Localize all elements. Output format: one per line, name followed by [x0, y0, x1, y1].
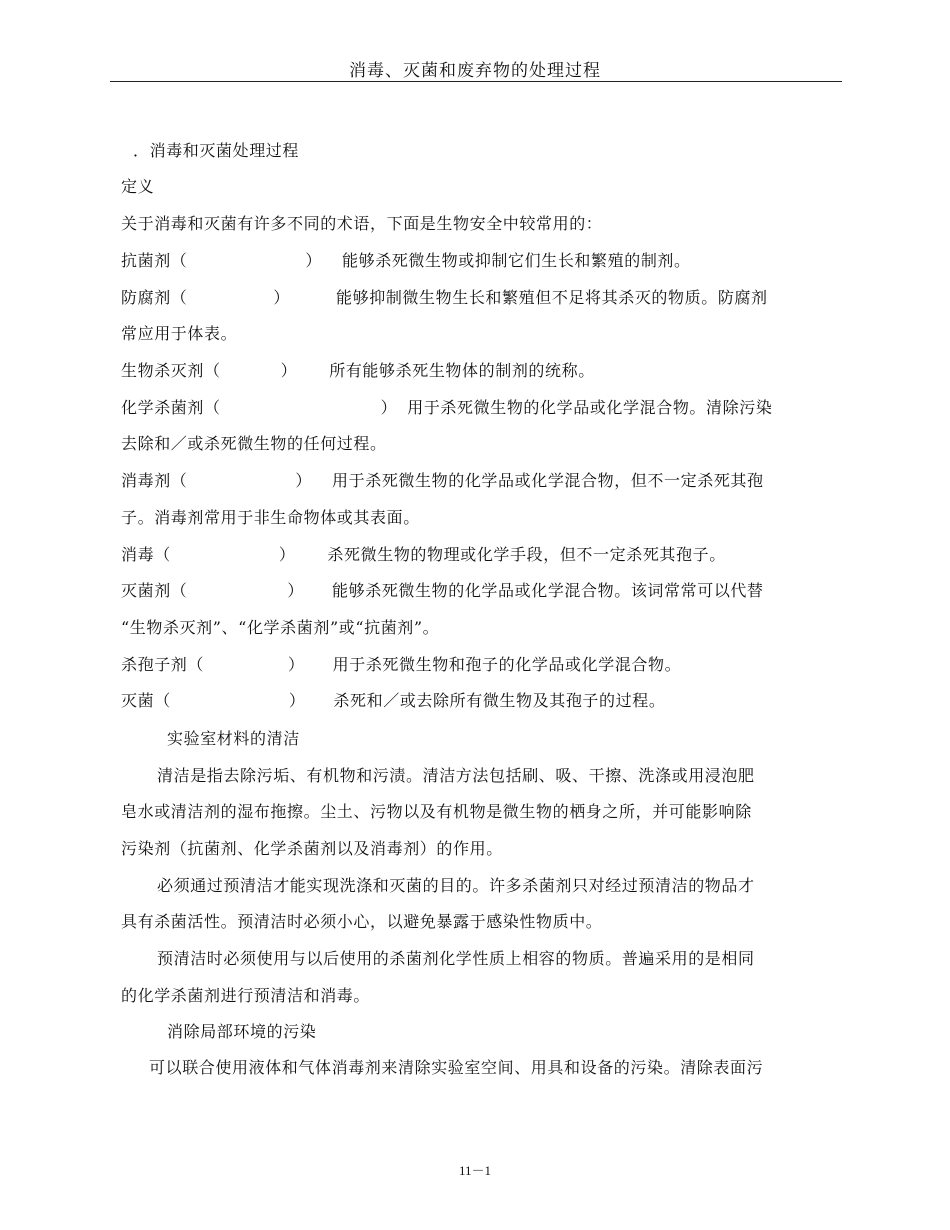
- header-divider: [110, 81, 842, 82]
- definition-term: 灭菌剂（: [121, 581, 188, 600]
- definition-term: 抗菌剂（: [121, 251, 188, 270]
- definition-paren: ）: [305, 251, 323, 270]
- definition-text: 能够抑制微生物生长和繁殖但不足将其杀灭的物质。防腐剂: [336, 288, 768, 307]
- paragraph-line: 皂水或清洁剂的湿布拖擦。尘土、污物以及有机物是微生物的栖身之所，并可能影响除: [121, 802, 752, 821]
- definition-line: [121, 361, 595, 381]
- definition-paren: ）: [295, 471, 313, 490]
- subheading-decontamination: 消除局部环境的污染: [167, 1022, 317, 1041]
- paragraph-line: 污染剂（抗菌剂、化学杀菌剂以及消毒剂）的作用。: [121, 839, 503, 858]
- definition-term: 生物杀灭剂（: [121, 361, 221, 380]
- paragraph-line: 具有杀菌活性。预清洁时必须小心，以避免暴露于感染性物质中。: [121, 912, 603, 931]
- definition-text: 用于杀死微生物的化学品或化学混合物。清除污染: [407, 398, 773, 417]
- paragraph-line: 可以联合使用液体和气体消毒剂来清除实验室空间、用具和设备的污染。清除表面污: [149, 1058, 764, 1077]
- definition-line: [121, 288, 768, 308]
- definition-term: 灭菌（: [121, 691, 171, 710]
- paragraph-line: “生物杀灭剂”、“化学杀菌剂”或“抗菌剂”。: [121, 618, 440, 637]
- definition-term: 消毒（: [121, 545, 171, 564]
- definition-paren: ）: [288, 655, 305, 674]
- section-heading: ．消毒和灭菌处理过程: [133, 141, 300, 160]
- definition-line: [121, 251, 691, 271]
- definition-term: 防腐剂（: [121, 288, 188, 307]
- subheading-cleaning: 实验室材料的清洁: [167, 729, 300, 748]
- definition-line: [121, 471, 764, 491]
- definition-term: 杀孢子剂（: [121, 655, 205, 674]
- definition-term: 消毒剂（: [121, 471, 188, 490]
- paragraph-line: 必须通过预清洁才能实现洗涤和灭菌的目的。许多杀菌剂只对经过预清洁的物品才: [157, 876, 755, 895]
- definition-line: [121, 398, 772, 418]
- definition-text: 杀死和／或去除所有微生物及其孢子的过程。: [333, 691, 666, 710]
- page-header-title: 消毒、灭菌和废弃物的处理过程: [349, 61, 601, 81]
- definition-paren: ）: [287, 581, 305, 600]
- subheading-definitions: 定义: [121, 177, 155, 196]
- definition-line: [121, 581, 764, 601]
- paragraph-line: 预清洁时必须使用与以后使用的杀菌剂化学性质上相容的物质。普遍采用的是相同: [157, 949, 755, 968]
- definition-text: 用于杀死微生物的化学品或化学混合物，但不一定杀死其孢: [332, 471, 764, 490]
- definition-line: [121, 691, 665, 711]
- paragraph-line: 清洁是指去除污垢、有机物和污渍。清洁方法包括刷、吸、干擦、洗涤或用浸泡肥: [157, 766, 755, 785]
- definition-term: 化学杀菌剂（: [121, 398, 221, 417]
- paragraph-line: 关于消毒和灭菌有许多不同的术语，下面是生物安全中较常用的：: [121, 214, 603, 233]
- definition-paren: ）: [288, 691, 306, 710]
- paragraph-line: 的化学杀菌剂进行预清洁和消毒。: [121, 986, 371, 1005]
- page-number: 11－1: [458, 1163, 492, 1178]
- definition-paren: ）: [273, 288, 291, 307]
- paragraph-line: 去除和／或杀死微生物的任何过程。: [121, 434, 387, 453]
- definition-text: 能够杀死微生物的化学品或化学混合物。该词常常可以代替: [332, 581, 764, 600]
- definition-paren: ）: [278, 545, 296, 564]
- definition-line: [121, 545, 726, 565]
- paragraph-line: 子。消毒剂常用于非生命物体或其表面。: [121, 508, 420, 527]
- definition-text: 能够杀死微生物或抑制它们生长和繁殖的制剂。: [342, 251, 691, 270]
- definition-text: 用于杀死微生物和孢子的化学品或化学混合物。: [332, 655, 682, 674]
- definition-paren: ）: [380, 398, 398, 417]
- definition-text: 所有能够杀死生物体的制剂的统称。: [329, 361, 595, 380]
- definition-text: 杀死微生物的物理或化学手段，但不一定杀死其孢子。: [327, 545, 726, 564]
- definition-line: [121, 655, 681, 675]
- definition-paren: ）: [280, 361, 298, 380]
- paragraph-line: 常应用于体表。: [121, 324, 238, 343]
